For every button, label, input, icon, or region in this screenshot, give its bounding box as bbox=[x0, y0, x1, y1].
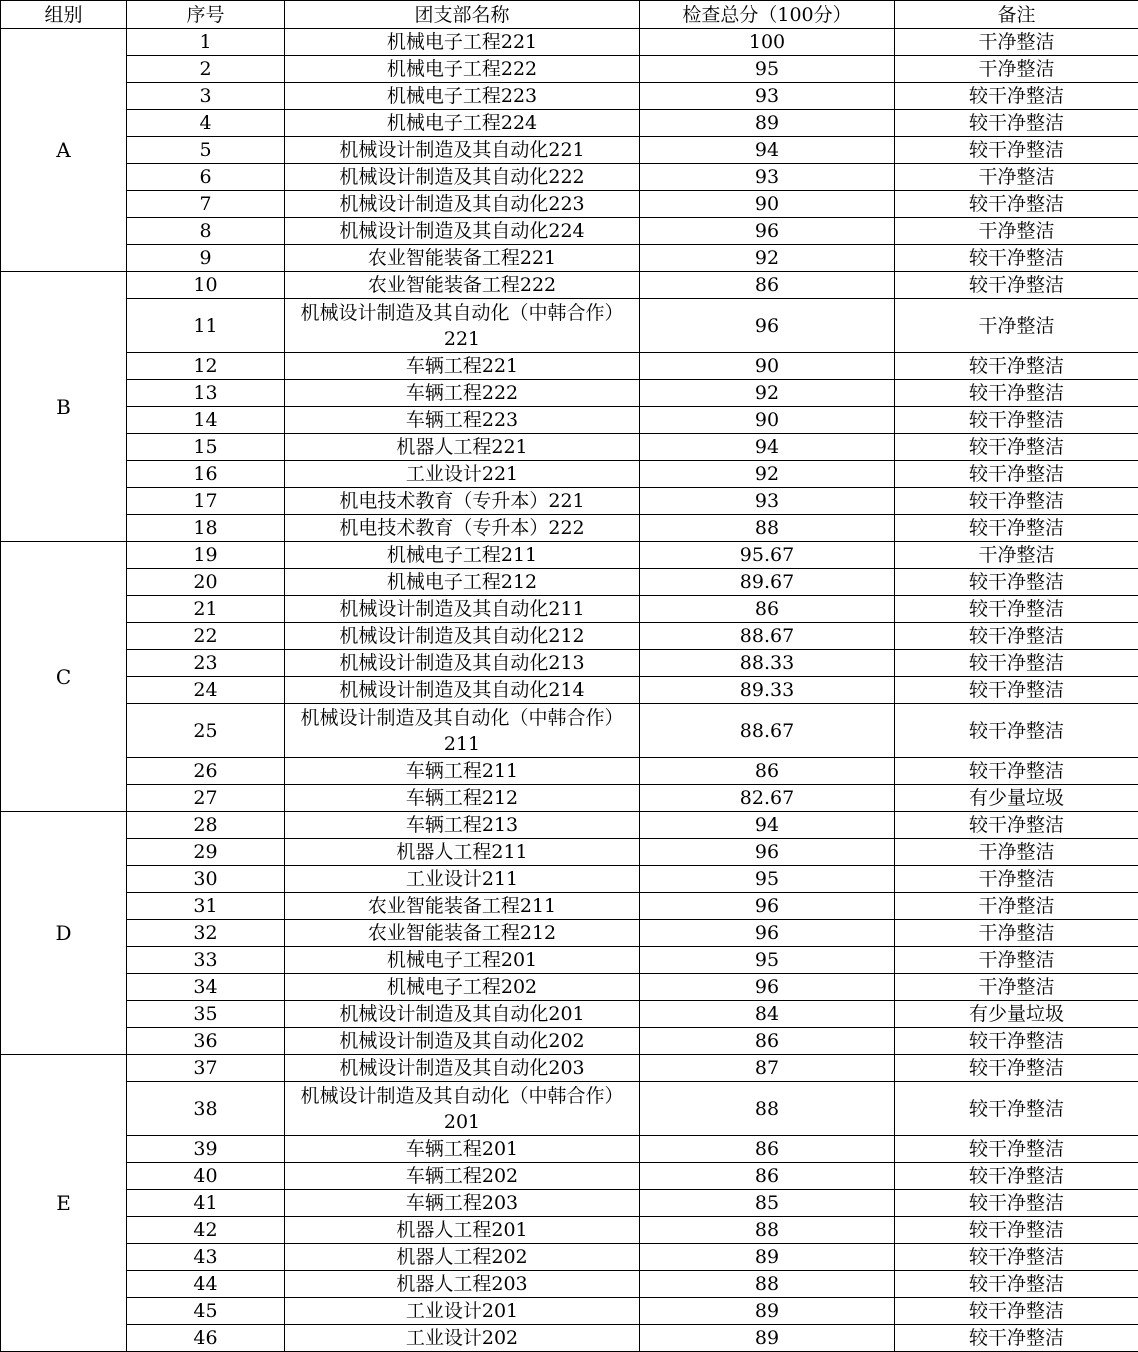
branch-name-cell: 机器人工程211 bbox=[285, 839, 640, 866]
table-row bbox=[1, 1082, 1138, 1136]
branch-name-cell: 机械设计制造及其自动化221 bbox=[285, 137, 640, 164]
table-row bbox=[1, 515, 1138, 542]
table-row bbox=[1, 1055, 1138, 1082]
table-row bbox=[1, 623, 1138, 650]
seq-cell: 26 bbox=[127, 758, 285, 785]
header-branch: 团支部名称 bbox=[285, 1, 640, 29]
seq-cell: 9 bbox=[127, 245, 285, 272]
table-row bbox=[1, 407, 1138, 434]
remark-cell: 干净整洁 bbox=[895, 218, 1138, 245]
table-row bbox=[1, 1244, 1138, 1271]
branch-name-cell: 机械电子工程201 bbox=[285, 947, 640, 974]
score-cell: 96 bbox=[640, 920, 895, 947]
score-cell: 90 bbox=[640, 191, 895, 218]
score-cell: 86 bbox=[640, 1028, 895, 1055]
remark-cell: 较干净整洁 bbox=[895, 1136, 1138, 1163]
remark-cell: 较干净整洁 bbox=[895, 1055, 1138, 1082]
remark-cell: 干净整洁 bbox=[895, 866, 1138, 893]
remark-cell: 较干净整洁 bbox=[895, 83, 1138, 110]
remark-cell: 较干净整洁 bbox=[895, 1244, 1138, 1271]
remark-cell: 干净整洁 bbox=[895, 920, 1138, 947]
remark-cell: 较干净整洁 bbox=[895, 191, 1138, 218]
seq-cell: 12 bbox=[127, 353, 285, 380]
score-cell: 84 bbox=[640, 1001, 895, 1028]
branch-name-cell: 机械设计制造及其自动化（中韩合作）211 bbox=[285, 704, 640, 758]
branch-name-cell: 机械设计制造及其自动化224 bbox=[285, 218, 640, 245]
remark-cell: 干净整洁 bbox=[895, 947, 1138, 974]
score-cell: 88.33 bbox=[640, 650, 895, 677]
seq-cell: 18 bbox=[127, 515, 285, 542]
table-row bbox=[1, 1190, 1138, 1217]
table-row bbox=[1, 1136, 1138, 1163]
remark-cell: 较干净整洁 bbox=[895, 758, 1138, 785]
branch-name-cell: 机器人工程203 bbox=[285, 1271, 640, 1298]
remark-cell: 有少量垃圾 bbox=[895, 1001, 1138, 1028]
remark-cell: 较干净整洁 bbox=[895, 1217, 1138, 1244]
group-label: A bbox=[1, 29, 127, 272]
remark-cell: 较干净整洁 bbox=[895, 353, 1138, 380]
branch-name-cell: 机器人工程201 bbox=[285, 1217, 640, 1244]
seq-cell: 33 bbox=[127, 947, 285, 974]
seq-cell: 43 bbox=[127, 1244, 285, 1271]
remark-cell: 较干净整洁 bbox=[895, 461, 1138, 488]
remark-cell: 较干净整洁 bbox=[895, 1028, 1138, 1055]
score-cell: 90 bbox=[640, 407, 895, 434]
branch-name-cell: 机械电子工程212 bbox=[285, 569, 640, 596]
remark-cell: 较干净整洁 bbox=[895, 488, 1138, 515]
seq-cell: 38 bbox=[127, 1082, 285, 1136]
remark-cell: 干净整洁 bbox=[895, 56, 1138, 83]
table-row bbox=[1, 272, 1138, 299]
branch-name-cell: 机电技术教育（专升本）221 bbox=[285, 488, 640, 515]
seq-cell: 19 bbox=[127, 542, 285, 569]
remark-cell: 较干净整洁 bbox=[895, 1325, 1138, 1352]
seq-cell: 39 bbox=[127, 1136, 285, 1163]
seq-cell: 40 bbox=[127, 1163, 285, 1190]
seq-cell: 1 bbox=[127, 29, 285, 56]
remark-cell: 较干净整洁 bbox=[895, 1271, 1138, 1298]
seq-cell: 45 bbox=[127, 1298, 285, 1325]
table-row bbox=[1, 1028, 1138, 1055]
header-group: 组别 bbox=[1, 1, 127, 29]
score-cell: 96 bbox=[640, 893, 895, 920]
seq-cell: 20 bbox=[127, 569, 285, 596]
remark-cell: 较干净整洁 bbox=[895, 1190, 1138, 1217]
seq-cell: 3 bbox=[127, 83, 285, 110]
score-cell: 92 bbox=[640, 461, 895, 488]
remark-cell: 较干净整洁 bbox=[895, 380, 1138, 407]
branch-name-cell: 机械电子工程221 bbox=[285, 29, 640, 56]
table-row bbox=[1, 380, 1138, 407]
score-cell: 89 bbox=[640, 1325, 895, 1352]
branch-name-cell: 车辆工程213 bbox=[285, 812, 640, 839]
seq-cell: 5 bbox=[127, 137, 285, 164]
remark-cell: 干净整洁 bbox=[895, 893, 1138, 920]
remark-cell: 较干净整洁 bbox=[895, 569, 1138, 596]
table-row bbox=[1, 542, 1138, 569]
seq-cell: 27 bbox=[127, 785, 285, 812]
score-cell: 89.33 bbox=[640, 677, 895, 704]
remark-cell: 干净整洁 bbox=[895, 164, 1138, 191]
seq-cell: 14 bbox=[127, 407, 285, 434]
table-row bbox=[1, 434, 1138, 461]
score-cell: 93 bbox=[640, 83, 895, 110]
score-cell: 96 bbox=[640, 299, 895, 353]
seq-cell: 35 bbox=[127, 1001, 285, 1028]
table-row bbox=[1, 947, 1138, 974]
seq-cell: 15 bbox=[127, 434, 285, 461]
branch-name-cell: 农业智能装备工程212 bbox=[285, 920, 640, 947]
branch-name-cell: 机械设计制造及其自动化（中韩合作）221 bbox=[285, 299, 640, 353]
seq-cell: 7 bbox=[127, 191, 285, 218]
table-row bbox=[1, 353, 1138, 380]
remark-cell: 较干净整洁 bbox=[895, 515, 1138, 542]
branch-name-cell: 车辆工程211 bbox=[285, 758, 640, 785]
group-label: D bbox=[1, 812, 127, 1055]
table-row bbox=[1, 56, 1138, 83]
score-cell: 86 bbox=[640, 758, 895, 785]
score-cell: 96 bbox=[640, 974, 895, 1001]
branch-name-cell: 机械设计制造及其自动化（中韩合作）201 bbox=[285, 1082, 640, 1136]
table-row bbox=[1, 974, 1138, 1001]
seq-cell: 36 bbox=[127, 1028, 285, 1055]
table-row bbox=[1, 1298, 1138, 1325]
branch-name-cell: 车辆工程201 bbox=[285, 1136, 640, 1163]
remark-cell: 较干净整洁 bbox=[895, 704, 1138, 758]
remark-cell: 有少量垃圾 bbox=[895, 785, 1138, 812]
branch-name-cell: 农业智能装备工程221 bbox=[285, 245, 640, 272]
remark-cell: 较干净整洁 bbox=[895, 434, 1138, 461]
seq-cell: 8 bbox=[127, 218, 285, 245]
remark-cell: 干净整洁 bbox=[895, 974, 1138, 1001]
seq-cell: 21 bbox=[127, 596, 285, 623]
seq-cell: 30 bbox=[127, 866, 285, 893]
table-row bbox=[1, 137, 1138, 164]
score-cell: 88.67 bbox=[640, 623, 895, 650]
score-cell: 82.67 bbox=[640, 785, 895, 812]
table-row bbox=[1, 758, 1138, 785]
header-remark: 备注 bbox=[895, 1, 1138, 29]
score-cell: 88 bbox=[640, 1082, 895, 1136]
seq-cell: 29 bbox=[127, 839, 285, 866]
table-row bbox=[1, 110, 1138, 137]
seq-cell: 17 bbox=[127, 488, 285, 515]
table-row bbox=[1, 596, 1138, 623]
score-cell: 89 bbox=[640, 110, 895, 137]
seq-cell: 32 bbox=[127, 920, 285, 947]
branch-name-cell: 工业设计211 bbox=[285, 866, 640, 893]
seq-cell: 41 bbox=[127, 1190, 285, 1217]
branch-name-cell: 机械设计制造及其自动化211 bbox=[285, 596, 640, 623]
branch-name-cell: 工业设计221 bbox=[285, 461, 640, 488]
seq-cell: 4 bbox=[127, 110, 285, 137]
remark-cell: 较干净整洁 bbox=[895, 677, 1138, 704]
remark-cell: 较干净整洁 bbox=[895, 245, 1138, 272]
seq-cell: 46 bbox=[127, 1325, 285, 1352]
remark-cell: 较干净整洁 bbox=[895, 137, 1138, 164]
branch-name-cell: 工业设计202 bbox=[285, 1325, 640, 1352]
table-row bbox=[1, 299, 1138, 353]
score-cell: 94 bbox=[640, 434, 895, 461]
score-cell: 95 bbox=[640, 947, 895, 974]
branch-name-cell: 机械设计制造及其自动化212 bbox=[285, 623, 640, 650]
score-cell: 86 bbox=[640, 1136, 895, 1163]
table-row bbox=[1, 704, 1138, 758]
branch-name-cell: 机电技术教育（专升本）222 bbox=[285, 515, 640, 542]
remark-cell: 干净整洁 bbox=[895, 29, 1138, 56]
table-row bbox=[1, 677, 1138, 704]
table-row bbox=[1, 785, 1138, 812]
score-cell: 85 bbox=[640, 1190, 895, 1217]
group-label: C bbox=[1, 542, 127, 812]
seq-cell: 11 bbox=[127, 299, 285, 353]
branch-name-cell: 车辆工程212 bbox=[285, 785, 640, 812]
remark-cell: 较干净整洁 bbox=[895, 812, 1138, 839]
seq-cell: 16 bbox=[127, 461, 285, 488]
branch-name-cell: 机器人工程202 bbox=[285, 1244, 640, 1271]
table-row bbox=[1, 866, 1138, 893]
score-cell: 89.67 bbox=[640, 569, 895, 596]
score-cell: 92 bbox=[640, 245, 895, 272]
score-cell: 94 bbox=[640, 137, 895, 164]
branch-name-cell: 机械设计制造及其自动化203 bbox=[285, 1055, 640, 1082]
branch-name-cell: 机械设计制造及其自动化222 bbox=[285, 164, 640, 191]
branch-name-cell: 机械设计制造及其自动化223 bbox=[285, 191, 640, 218]
score-cell: 95 bbox=[640, 56, 895, 83]
score-cell: 96 bbox=[640, 839, 895, 866]
seq-cell: 37 bbox=[127, 1055, 285, 1082]
branch-name-cell: 机器人工程221 bbox=[285, 434, 640, 461]
branch-name-cell: 机械电子工程224 bbox=[285, 110, 640, 137]
seq-cell: 44 bbox=[127, 1271, 285, 1298]
score-cell: 86 bbox=[640, 596, 895, 623]
branch-name-cell: 车辆工程222 bbox=[285, 380, 640, 407]
seq-cell: 42 bbox=[127, 1217, 285, 1244]
header-score: 检查总分（100分） bbox=[640, 1, 895, 29]
branch-name-cell: 机械电子工程211 bbox=[285, 542, 640, 569]
score-cell: 93 bbox=[640, 488, 895, 515]
score-cell: 94 bbox=[640, 812, 895, 839]
table-row bbox=[1, 650, 1138, 677]
branch-name-cell: 车辆工程202 bbox=[285, 1163, 640, 1190]
group-label: E bbox=[1, 1055, 127, 1352]
table-row bbox=[1, 488, 1138, 515]
remark-cell: 较干净整洁 bbox=[895, 407, 1138, 434]
branch-name-cell: 机械设计制造及其自动化201 bbox=[285, 1001, 640, 1028]
remark-cell: 较干净整洁 bbox=[895, 650, 1138, 677]
seq-cell: 28 bbox=[127, 812, 285, 839]
table-row bbox=[1, 1325, 1138, 1352]
remark-cell: 较干净整洁 bbox=[895, 1082, 1138, 1136]
branch-name-cell: 工业设计201 bbox=[285, 1298, 640, 1325]
remark-cell: 较干净整洁 bbox=[895, 1163, 1138, 1190]
remark-cell: 较干净整洁 bbox=[895, 1298, 1138, 1325]
table-row bbox=[1, 218, 1138, 245]
score-cell: 93 bbox=[640, 164, 895, 191]
branch-name-cell: 农业智能装备工程222 bbox=[285, 272, 640, 299]
score-cell: 96 bbox=[640, 218, 895, 245]
group-label: B bbox=[1, 272, 127, 542]
score-cell: 95 bbox=[640, 866, 895, 893]
score-cell: 88 bbox=[640, 1271, 895, 1298]
branch-name-cell: 机械电子工程223 bbox=[285, 83, 640, 110]
table-row bbox=[1, 893, 1138, 920]
seq-cell: 13 bbox=[127, 380, 285, 407]
branch-name-cell: 车辆工程203 bbox=[285, 1190, 640, 1217]
table-row bbox=[1, 839, 1138, 866]
branch-name-cell: 机械设计制造及其自动化214 bbox=[285, 677, 640, 704]
table-row bbox=[1, 83, 1138, 110]
score-cell: 88.67 bbox=[640, 704, 895, 758]
remark-cell: 干净整洁 bbox=[895, 542, 1138, 569]
score-cell: 89 bbox=[640, 1298, 895, 1325]
table-row bbox=[1, 461, 1138, 488]
branch-name-cell: 机械电子工程222 bbox=[285, 56, 640, 83]
table-row bbox=[1, 812, 1138, 839]
seq-cell: 23 bbox=[127, 650, 285, 677]
table-row bbox=[1, 191, 1138, 218]
seq-cell: 25 bbox=[127, 704, 285, 758]
score-cell: 100 bbox=[640, 29, 895, 56]
branch-name-cell: 机械设计制造及其自动化202 bbox=[285, 1028, 640, 1055]
seq-cell: 31 bbox=[127, 893, 285, 920]
remark-cell: 干净整洁 bbox=[895, 299, 1138, 353]
remark-cell: 较干净整洁 bbox=[895, 623, 1138, 650]
table-row bbox=[1, 29, 1138, 56]
branch-name-cell: 车辆工程221 bbox=[285, 353, 640, 380]
branch-name-cell: 机械设计制造及其自动化213 bbox=[285, 650, 640, 677]
table-row bbox=[1, 164, 1138, 191]
score-cell: 86 bbox=[640, 1163, 895, 1190]
score-cell: 89 bbox=[640, 1244, 895, 1271]
branch-name-cell: 农业智能装备工程211 bbox=[285, 893, 640, 920]
table-row bbox=[1, 1001, 1138, 1028]
seq-cell: 6 bbox=[127, 164, 285, 191]
score-cell: 86 bbox=[640, 272, 895, 299]
remark-cell: 较干净整洁 bbox=[895, 272, 1138, 299]
table-row bbox=[1, 920, 1138, 947]
score-cell: 88 bbox=[640, 1217, 895, 1244]
table-row bbox=[1, 1217, 1138, 1244]
score-cell: 92 bbox=[640, 380, 895, 407]
score-cell: 88 bbox=[640, 515, 895, 542]
table-row bbox=[1, 245, 1138, 272]
branch-name-cell: 车辆工程223 bbox=[285, 407, 640, 434]
seq-cell: 24 bbox=[127, 677, 285, 704]
remark-cell: 干净整洁 bbox=[895, 839, 1138, 866]
seq-cell: 34 bbox=[127, 974, 285, 1001]
header-row bbox=[1, 1, 1138, 29]
seq-cell: 10 bbox=[127, 272, 285, 299]
remark-cell: 较干净整洁 bbox=[895, 596, 1138, 623]
remark-cell: 较干净整洁 bbox=[895, 110, 1138, 137]
branch-name-cell: 机械电子工程202 bbox=[285, 974, 640, 1001]
table-row bbox=[1, 569, 1138, 596]
seq-cell: 22 bbox=[127, 623, 285, 650]
score-cell: 95.67 bbox=[640, 542, 895, 569]
table-row bbox=[1, 1163, 1138, 1190]
seq-cell: 2 bbox=[127, 56, 285, 83]
score-cell: 90 bbox=[640, 353, 895, 380]
header-seq: 序号 bbox=[127, 1, 285, 29]
score-cell: 87 bbox=[640, 1055, 895, 1082]
table-body bbox=[1, 29, 1138, 1352]
table-row bbox=[1, 1271, 1138, 1298]
